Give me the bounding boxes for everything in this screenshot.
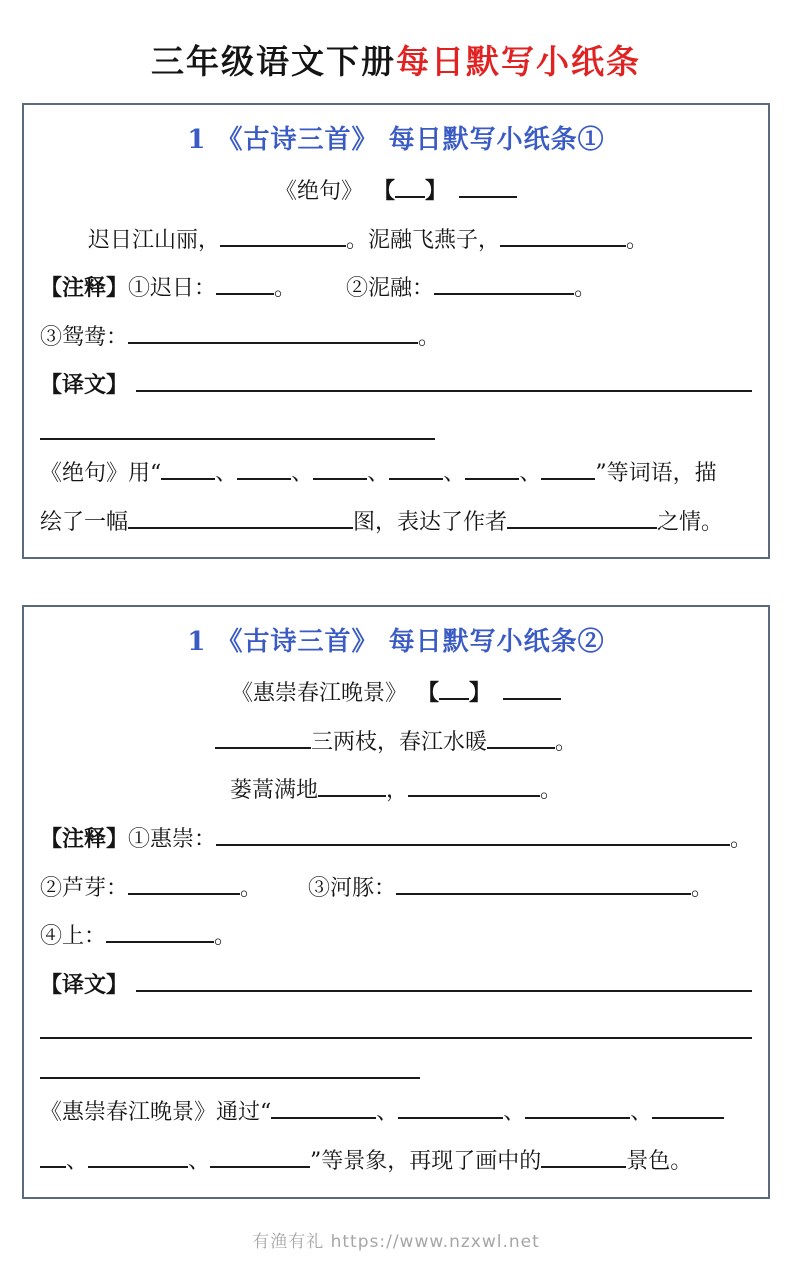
text-run: 、 — [66, 1148, 89, 1174]
text-run: 。 — [691, 875, 714, 901]
worksheet-line — [40, 406, 752, 446]
text-run: 【注释】 — [40, 275, 129, 302]
fill-in-blank-line — [128, 318, 418, 344]
text-run: 。 — [555, 729, 578, 755]
fill-in-blank-line — [216, 820, 730, 846]
worksheet-line — [40, 861, 752, 910]
text-run: 【译文】 — [40, 372, 129, 399]
text-run: 三两枝，春江水暖 — [310, 729, 487, 755]
text-run: 【译文】 — [40, 971, 129, 998]
text-run: ①迟日： — [128, 276, 217, 302]
text-run: 、 — [630, 1100, 653, 1126]
fill-in-blank-line — [237, 454, 291, 480]
text-run: 。 — [626, 227, 649, 253]
text-run: 】 — [469, 680, 492, 707]
text-run: ④上： — [40, 924, 107, 950]
text-run: 。 — [214, 924, 237, 950]
fill-in-blank-line — [439, 674, 469, 700]
text-run: ”等词语，描 — [595, 460, 717, 486]
text-run: 、 — [443, 460, 466, 486]
worksheet-line — [40, 1134, 752, 1183]
fill-in-blank-line — [525, 1093, 630, 1119]
fill-in-blank-line — [216, 269, 274, 295]
text-run: 。 — [574, 276, 597, 302]
fill-in-blank-line — [313, 454, 367, 480]
fill-in-blank-line — [40, 1142, 66, 1168]
fill-in-blank-line — [88, 1142, 188, 1168]
text-run: 《绝句》 — [274, 179, 363, 204]
fill-in-blank-line — [40, 414, 435, 440]
text-run: 《惠崇春江晚景》通过“ — [40, 1100, 272, 1126]
text-run: ， — [385, 778, 408, 804]
fill-in-blank-line — [652, 1093, 724, 1119]
text-run: ①惠崇： — [128, 826, 217, 852]
worksheet-card — [22, 103, 770, 559]
text-run: ③河豚： — [308, 875, 397, 901]
fill-in-blank-line — [161, 454, 215, 480]
text-run: 。 — [729, 826, 752, 852]
worksheet-line — [40, 446, 752, 495]
worksheet-line — [40, 261, 752, 310]
worksheet-card — [22, 605, 770, 1198]
fill-in-blank-line — [128, 503, 353, 529]
fill-in-blank-line — [396, 869, 691, 895]
fill-in-blank-line — [389, 454, 443, 480]
worksheet-line — [40, 1045, 752, 1085]
text-run: 【 — [372, 178, 395, 204]
fill-in-blank-line — [541, 1142, 626, 1168]
worksheet-line — [40, 164, 752, 213]
text-run: 之情。 — [657, 509, 724, 535]
text-run: 。 — [540, 778, 563, 804]
fill-in-blank-line — [541, 454, 595, 480]
worksheet-line — [40, 310, 752, 359]
fill-in-blank-line — [507, 503, 657, 529]
worksheet-line — [40, 358, 752, 406]
text-run: 绘了一幅 — [40, 509, 129, 535]
worksheet-line — [40, 763, 752, 812]
page-title-red: 每日默写小纸条 — [396, 42, 641, 81]
fill-in-blank-line — [465, 454, 519, 480]
text-run: 《绝句》用“ — [40, 460, 162, 486]
text-run: 。 — [274, 276, 297, 302]
worksheet-line — [40, 495, 752, 544]
fill-in-blank-line — [136, 366, 752, 392]
worksheet-line — [40, 715, 752, 764]
text-run: 、 — [519, 460, 542, 486]
card-header-title: 1 《古诗三首》 每日默写小纸条② — [187, 627, 605, 658]
page-title-black: 三年级语文下册 — [151, 42, 396, 81]
footer-watermark: 有渔有礼 https://www.nzxwl.net — [252, 1231, 540, 1252]
text-run: ③鸳鸯： — [40, 324, 129, 350]
fill-in-blank-line — [434, 269, 574, 295]
fill-in-blank-line — [215, 723, 311, 749]
fill-in-blank-line — [128, 869, 240, 895]
text-run: 、 — [367, 460, 390, 486]
text-run: 【 — [416, 680, 439, 707]
text-run: 】 — [425, 178, 448, 204]
fill-in-blank-line — [220, 221, 346, 247]
card-header-title: 1 《古诗三首》 每日默写小纸条① — [187, 125, 605, 155]
text-run: 、 — [215, 460, 238, 486]
worksheet-line — [40, 958, 752, 1006]
text-run: 【注释】 — [40, 825, 129, 852]
fill-in-blank-line — [395, 172, 425, 198]
worksheet-line — [40, 909, 752, 958]
fill-in-blank-line — [318, 771, 386, 797]
worksheet-line — [40, 1085, 752, 1134]
fill-in-blank-line — [459, 172, 517, 198]
worksheet-line — [40, 812, 752, 861]
fill-in-blank-line — [40, 1053, 420, 1079]
fill-in-blank-line — [500, 221, 626, 247]
worksheet-line — [40, 666, 752, 715]
fill-in-blank-line — [271, 1093, 376, 1119]
text-run: 《惠崇春江晚景》 — [230, 681, 407, 707]
fill-in-blank-line — [408, 771, 540, 797]
text-run: 、 — [291, 460, 314, 486]
text-run: ”等景象，再现了画中的 — [310, 1148, 542, 1174]
text-run: 蒌蒿满地 — [229, 778, 318, 804]
text-run: 景色。 — [626, 1148, 693, 1174]
text-run: ②芦芽： — [40, 875, 129, 901]
worksheet-line — [40, 1005, 752, 1045]
text-run: 、 — [503, 1100, 526, 1126]
fill-in-blank-line — [503, 674, 561, 700]
fill-in-blank-line — [210, 1142, 310, 1168]
fill-in-blank-line — [487, 723, 555, 749]
fill-in-blank-line — [106, 917, 214, 943]
fill-in-blank-line — [136, 966, 752, 992]
text-run: 。 — [418, 324, 441, 350]
text-run: 、 — [188, 1148, 211, 1174]
fill-in-blank-line — [398, 1093, 503, 1119]
text-run: 。泥融飞燕子， — [346, 227, 501, 253]
fill-in-blank-line — [40, 1013, 752, 1039]
text-run: ②泥融： — [346, 276, 435, 302]
text-run: 图，表达了作者 — [353, 509, 508, 535]
page-title — [0, 36, 792, 83]
worksheet-cards — [0, 103, 792, 1199]
text-run: 迟日江山丽， — [88, 227, 221, 253]
worksheet-line — [40, 213, 752, 262]
text-run: 、 — [376, 1100, 399, 1126]
text-run: 。 — [240, 875, 263, 901]
